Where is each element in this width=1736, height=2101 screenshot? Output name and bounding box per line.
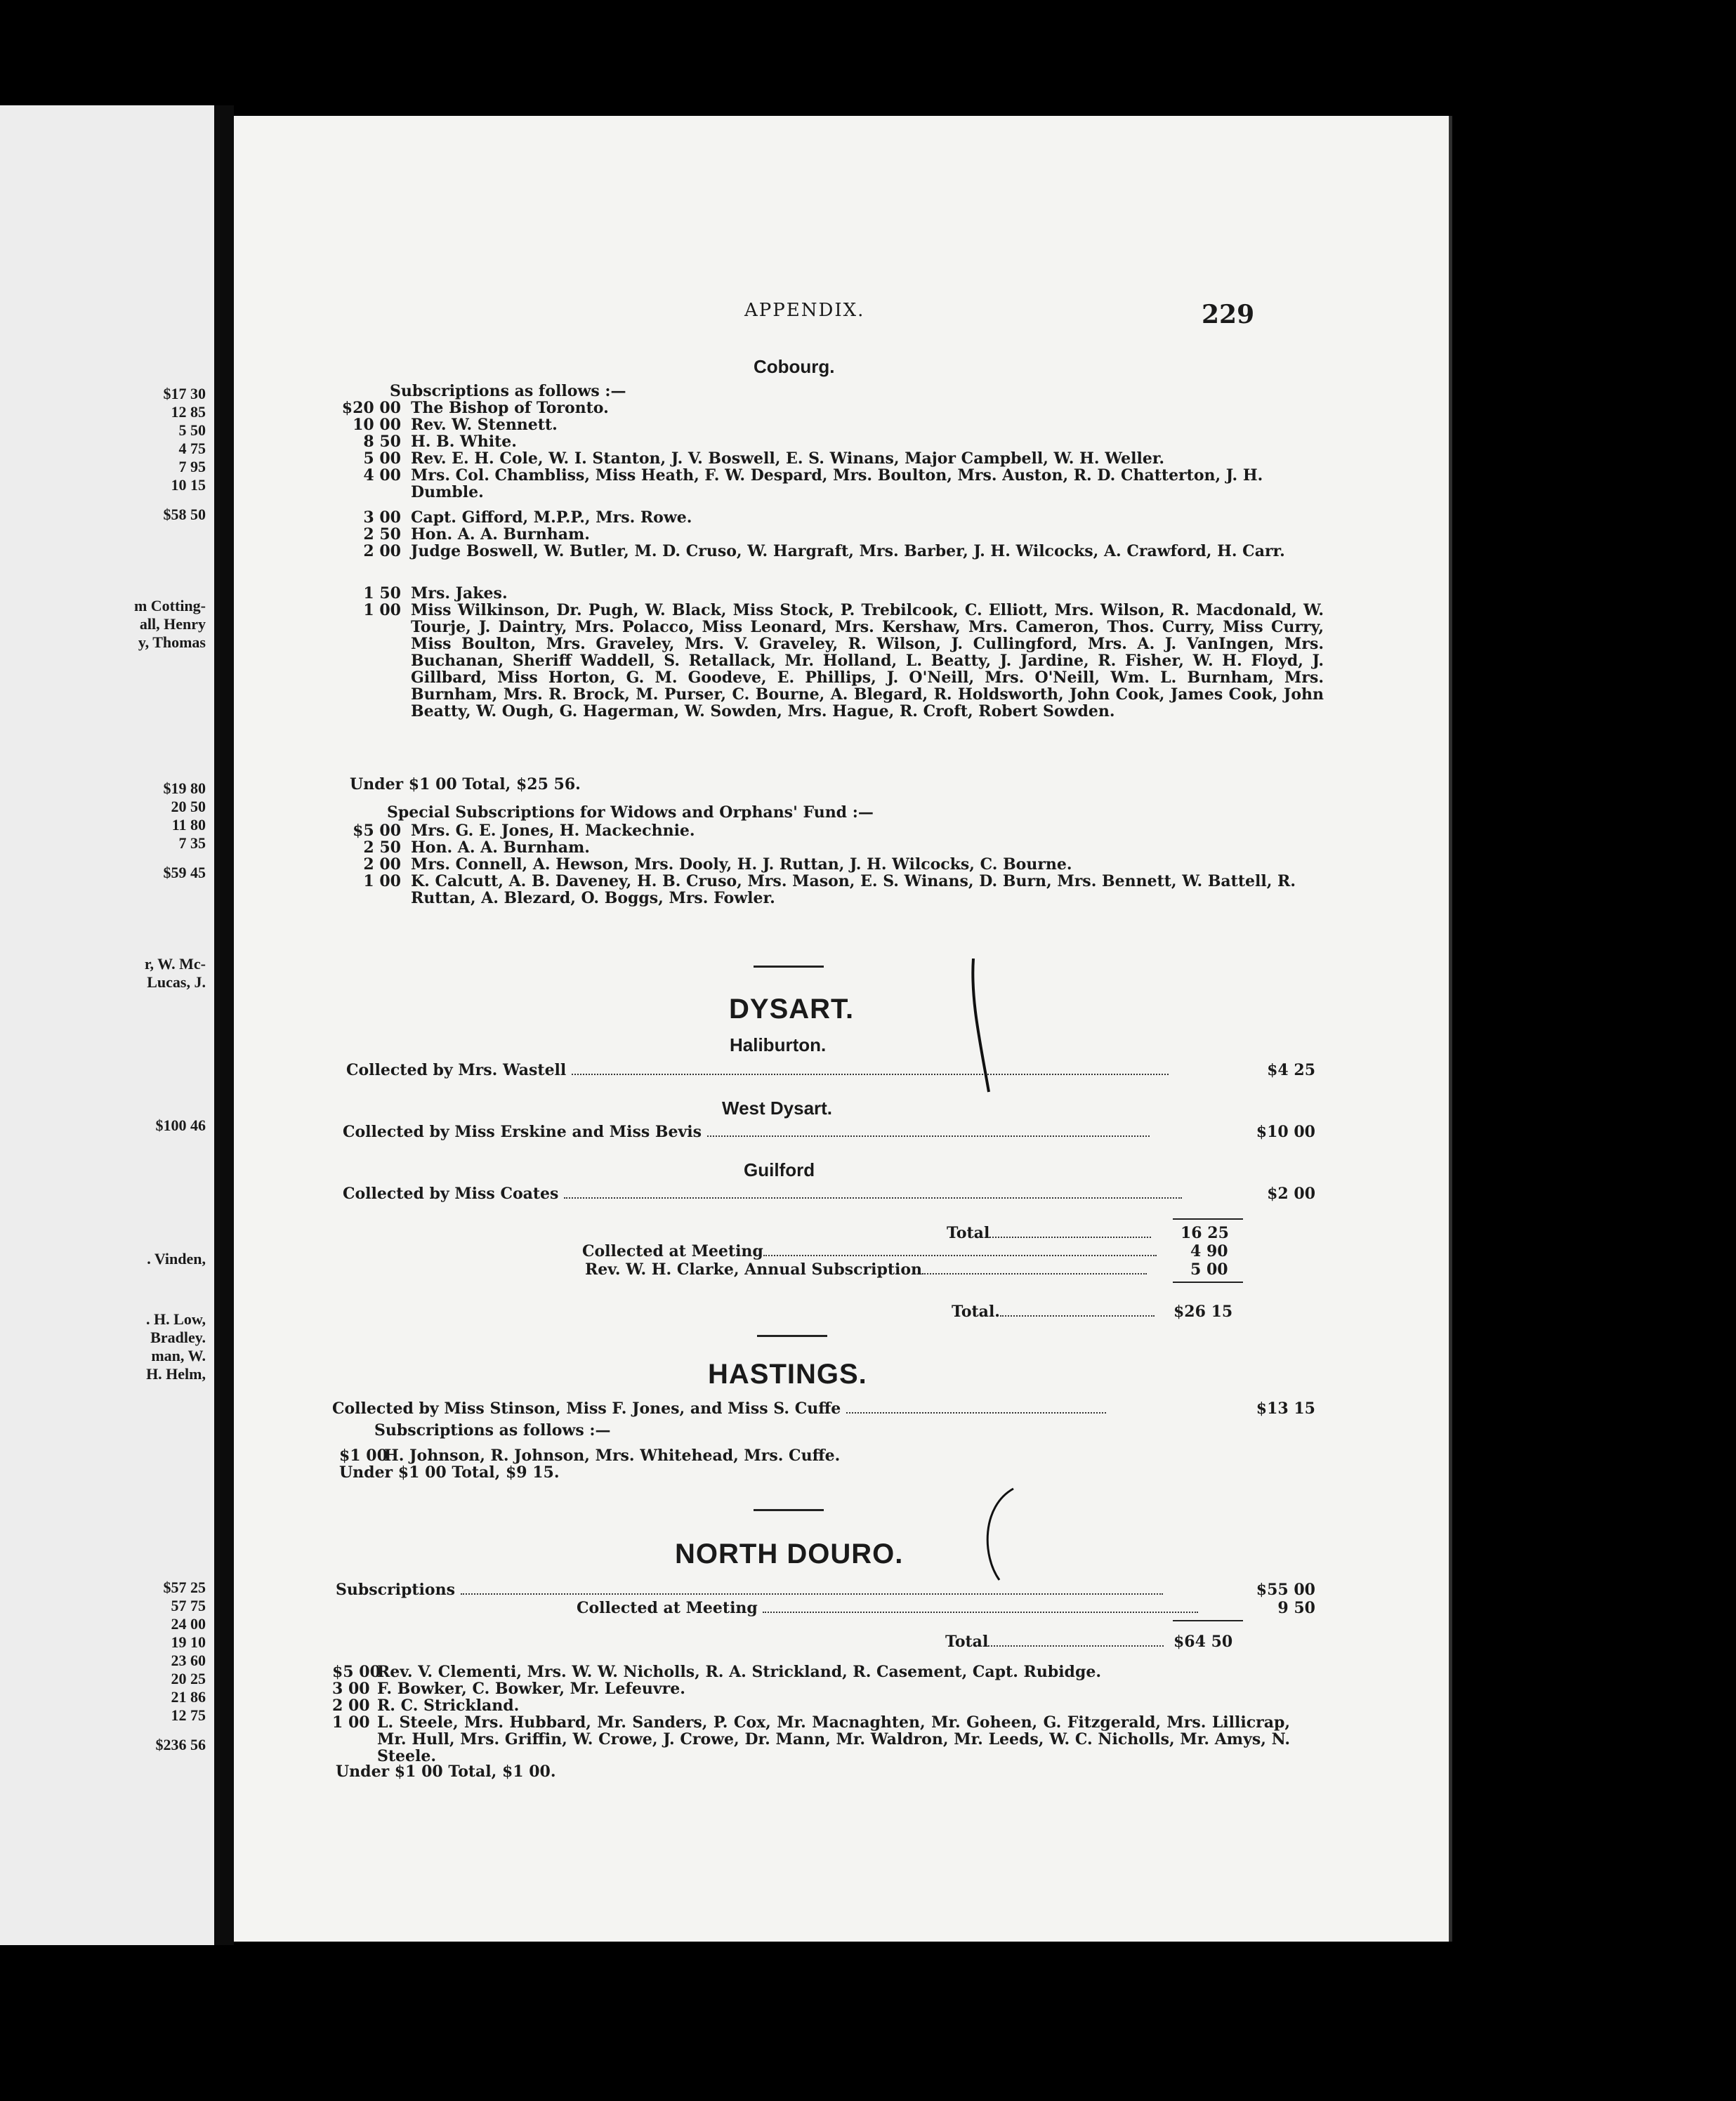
dysart-meeting-amount: 4 90: [1190, 1242, 1228, 1260]
left-line: 23 60: [171, 1652, 206, 1669]
hastings-intro: Subscriptions as follows :—: [374, 1421, 611, 1440]
cobourg-entry: 8 50 H. B. White.: [363, 433, 517, 451]
cobourg-entry: 5 00 Rev. E. H. Cole, W. I. Stanton, J. V. Boswell, E. S. Winans, Major Campbell, W. H. Weller.: [363, 449, 1165, 468]
left-line: . Vinden,: [147, 1250, 206, 1267]
dysart-clarke-label: Rev. W. H. Clarke, Annual Subscription: [585, 1260, 1147, 1279]
dysart-clarke-amount: 5 00: [1190, 1260, 1228, 1279]
north-douro-entry: 3 00 F. Bowker, C. Bowker, Mr. Lefeuvre.: [332, 1680, 685, 1698]
left-line: 7 35: [178, 834, 206, 852]
section-divider: [757, 1335, 827, 1337]
north-douro-total-amount: $64 50: [1173, 1633, 1233, 1651]
left-line: 11 80: [171, 816, 206, 834]
north-douro-heading: NORTH DOURO.: [675, 1539, 904, 1569]
book-spine: [214, 105, 234, 1945]
left-line: 57 75: [171, 1597, 206, 1614]
left-line: $57 25: [163, 1579, 206, 1596]
north-douro-entry: $5 00Rev. V. Clementi, Mrs. W. W. Nicholls, R. A. Strickland, R. Casement, Capt. Rubidge.: [332, 1663, 1101, 1681]
left-line: 4 75: [178, 440, 206, 457]
north-douro-entry: 2 00 R. C. Strickland.: [332, 1697, 520, 1715]
left-line: 5 50: [178, 421, 206, 439]
hastings-heading: HASTINGS.: [708, 1359, 867, 1390]
special-entry: 2 00 Mrs. Connell, A. Hewson, Mrs. Dooly, H. J. Ruttan, J. H. Wilcocks, C. Bourne.: [363, 855, 1072, 874]
haliburton-heading: Haliburton.: [730, 1034, 827, 1055]
guilford-row: Collected by Miss Coates $2 00: [343, 1185, 1315, 1203]
left-line: 20 50: [171, 798, 206, 815]
north-douro-under-total: Under $1 00 Total, $1 00.: [336, 1763, 556, 1781]
left-line: $236 56: [155, 1736, 206, 1753]
hastings-entry: $1 00H. Johnson, R. Johnson, Mrs. Whitehead, Mrs. Cuffe.: [339, 1447, 841, 1465]
north-douro-total-label: Total: [945, 1633, 1164, 1651]
dysart-grand-total-label: Total.: [952, 1303, 1155, 1321]
hastings-under-total: Under $1 00 Total, $9 15.: [339, 1463, 560, 1482]
special-entry: 1 00 K. Calcutt, A. B. Daveney, H. B. Cruso, Mrs. Mason, E. S. Winans, D. Burn, Mrs. Bennett, W. Battell, R. Ruttan, A. Blezard, O. Boggs, Mrs. Fowler.: [363, 872, 1296, 907]
hastings-row: Collected by Miss Stinson, Miss F. Jones, and Miss S. Cuffe $13 15: [332, 1399, 1315, 1418]
left-line: 10 15: [171, 476, 206, 494]
cobourg-entry: $20 00 The Bishop of Toronto.: [341, 399, 609, 417]
cobourg-entry: 10 00 Rev. W. Stennett.: [353, 416, 558, 434]
running-header: APPENDIX.: [744, 300, 865, 321]
special-entry: $5 00 Mrs. G. E. Jones, H. Mackechnie.: [353, 822, 695, 840]
cobourg-entry: 3 00 Capt. Gifford, M.P.P., Mrs. Rowe.: [363, 508, 692, 527]
left-line: H. Helm,: [146, 1365, 206, 1383]
left-line: 12 85: [171, 403, 206, 421]
west-dysart-heading: West Dysart.: [722, 1098, 833, 1119]
left-line: Bradley.: [150, 1329, 206, 1346]
north-douro-subs-row: Subscriptions $55 00: [336, 1581, 1315, 1599]
left-line: man, W.: [151, 1347, 206, 1364]
left-line: $17 30: [163, 385, 206, 402]
left-line: 21 86: [171, 1688, 206, 1706]
dysart-grand-total-amount: $26 15: [1173, 1303, 1233, 1321]
left-line: all, Henry: [139, 615, 206, 633]
section-divider: [754, 966, 824, 968]
left-line: m Cotting-: [133, 597, 206, 614]
cobourg-heading: Cobourg.: [754, 356, 835, 377]
sum-rule: [1173, 1620, 1243, 1621]
left-line: r, W. Mc-: [144, 955, 206, 973]
north-douro-meeting-row: Collected at Meeting 9 50: [577, 1599, 1315, 1617]
left-line: 7 95: [178, 458, 206, 475]
dysart-total-amount: 16 25: [1181, 1224, 1229, 1242]
section-divider: [754, 1509, 824, 1511]
cobourg-entry: 1 00 Miss Wilkinson, Dr. Pugh, W. Black, Miss Stock, P. Trebilcook, C. Elliott, Mrs. Wilson, R. Macdonald, W. Tourje, J. Daintry, Mrs. Polacco, Miss Leonard, Mrs. Kershaw, Mrs. Cameron, Thos. Curry, Miss Curry, Miss Boulton, Mrs. Graveley, Mrs. V. Graveley, R. Wilson, J. Cullingford, Mrs. A. J. VanIngen, Mrs. Buchanan, Sheriff Waddell, S. Retallack, Mr. Holland, L. Beatty, J. Jardine, R. Fisher, W. H. Floyd, J. Gillbard, Miss Horton, G. M. Goodeve, E. Phillips, J. O'Neill, Mrs. O'Neill, Wm. L. Burnham, Mrs. Burnham, Mrs. R. Brock, M. Purser, C. Bourne, A. Blegard, R. Holdsworth, John Cook, James Cook, John Beatty, W. Ough, G. Hagerman, W. Sowden, Mrs. Hague, R. Croft, Robert Sowden.: [363, 601, 1324, 720]
cobourg-entry: 1 50 Mrs. Jakes.: [363, 584, 508, 602]
sum-rule: [1173, 1218, 1243, 1220]
left-line: 24 00: [171, 1615, 206, 1633]
right-page: [234, 116, 1449, 1942]
left-line: 19 10: [171, 1633, 206, 1651]
left-line: y, Thomas: [138, 633, 206, 651]
special-intro: Special Subscriptions for Widows and Orphans' Fund :—: [387, 803, 874, 822]
dysart-heading: DYSART.: [729, 994, 855, 1025]
left-line: . H. Low,: [146, 1310, 206, 1328]
guilford-heading: Guilford: [744, 1159, 815, 1180]
cobourg-under-total: Under $1 00 Total, $25 56.: [350, 775, 581, 793]
left-page-fragment: [0, 105, 214, 1945]
left-line: 12 75: [171, 1706, 206, 1724]
page-number: 229: [1202, 300, 1255, 329]
cobourg-entry: 2 00 Judge Boswell, W. Butler, M. D. Cruso, W. Hargraft, Mrs. Barber, J. H. Wilcocks, A. Crawford, H. Carr.: [363, 542, 1285, 560]
dysart-total-label: Total: [947, 1224, 1151, 1242]
dysart-meeting-label: Collected at Meeting: [582, 1242, 1157, 1260]
ink-mark: [978, 1485, 1020, 1583]
cobourg-entry: 4 00 Mrs. Col. Chambliss, Miss Heath, F. W. Despard, Mrs. Boulton, Mrs. Auston, R. D. Chatterton, J. H. Dumble.: [363, 466, 1263, 501]
left-line: $100 46: [155, 1117, 206, 1134]
cobourg-intro: Subscriptions as follows :—: [390, 382, 626, 400]
haliburton-row: Collected by Mrs. Wastell $4 25: [346, 1061, 1315, 1079]
sum-rule: [1173, 1282, 1243, 1283]
cobourg-entry: 2 50 Hon. A. A. Burnham.: [363, 525, 590, 544]
left-line: $59 45: [163, 864, 206, 881]
left-line: 20 25: [171, 1670, 206, 1687]
special-entry: 2 50 Hon. A. A. Burnham.: [363, 838, 590, 857]
ink-mark: [961, 959, 1003, 1099]
west-dysart-row: Collected by Miss Erskine and Miss Bevis $10 00: [343, 1123, 1315, 1141]
left-line: $58 50: [163, 506, 206, 523]
left-line: Lucas, J.: [147, 973, 206, 991]
left-line: $19 80: [163, 779, 206, 797]
north-douro-entry: 1 00 L. Steele, Mrs. Hubbard, Mr. Sanders, P. Cox, Mr. Macnaghten, Mr. Goheen, G. Fitzgerald, Mrs. Lillicrap, Mr. Hull, Mrs. Griffin, W. Crowe, J. Crowe, Dr. Mann, Mr. Waldron, Mr. Leeds, W. C. Nicholls, Mr. Amys, N. Steele.: [332, 1713, 1290, 1765]
